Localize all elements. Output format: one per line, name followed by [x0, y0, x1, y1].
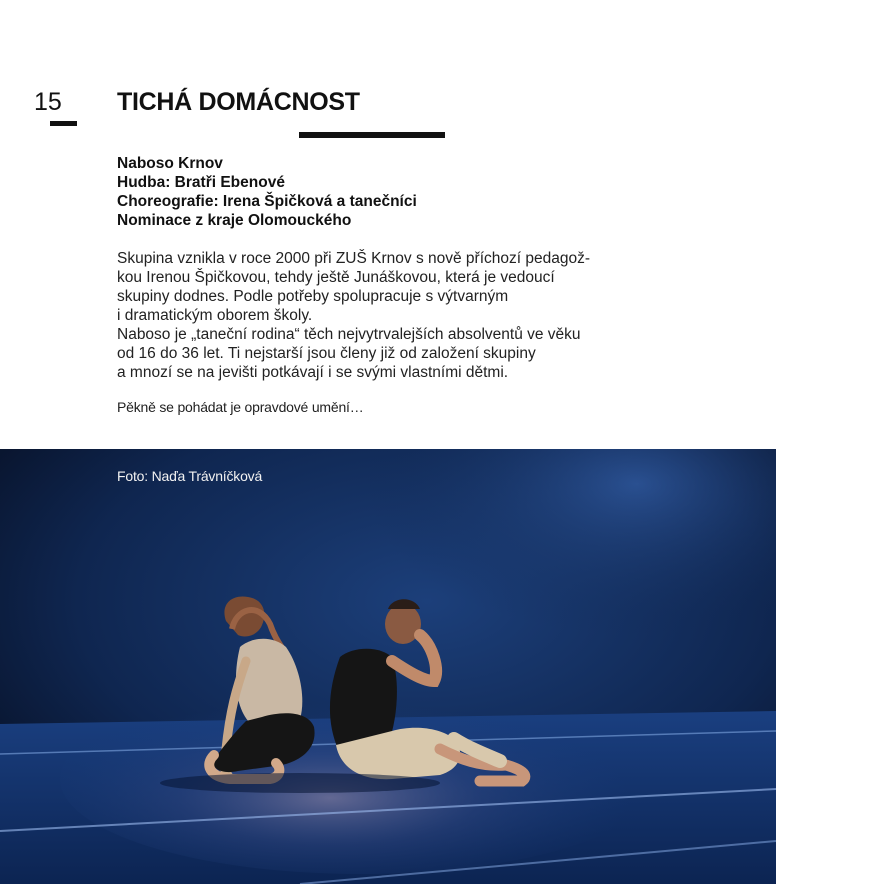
page-number: 15: [34, 88, 62, 116]
body-paragraph: [117, 249, 637, 382]
body-line: a mnozí se na jevišti potkávají i se svými vlastními dětmi.: [117, 364, 509, 381]
credit-choreography: Choreografie: Irena Špičková a tanečníci: [117, 193, 417, 210]
page-number-underline: [50, 121, 77, 126]
photo-credit: Foto: Naďa Trávníčková: [117, 468, 263, 484]
credits-block: [117, 154, 417, 230]
body-line: Skupina vznikla v roce 2000 při ZUŠ Krnov s nově příchozí pedagož-: [117, 250, 590, 267]
performance-photo: [0, 449, 776, 884]
body-line: Naboso je „taneční rodina“ těch nejvytrvalejších absolventů ve věku: [117, 326, 581, 343]
tagline: Pěkně se pohádat je opravdové umění…: [117, 399, 364, 415]
body-line: i dramatickým oborem školy.: [117, 307, 313, 324]
body-line: od 16 do 36 let. Ti nejstarší jsou členy již od založení skupiny: [117, 345, 536, 362]
body-line: kou Irenou Špičkovou, tehdy ještě Junáškovou, která je vedoucí: [117, 269, 555, 286]
credit-music: Hudba: Bratři Ebenové: [117, 174, 285, 191]
credit-nomination: Nominace z kraje Olomouckého: [117, 212, 352, 229]
page-title: TICHÁ DOMÁCNOST: [117, 88, 360, 116]
credit-ensemble: Naboso Krnov: [117, 155, 223, 172]
dancers-photo-icon: [0, 449, 776, 884]
body-line: skupiny dodnes. Podle potřeby spolupracuje s výtvarným: [117, 288, 509, 305]
title-divider: [299, 132, 445, 138]
